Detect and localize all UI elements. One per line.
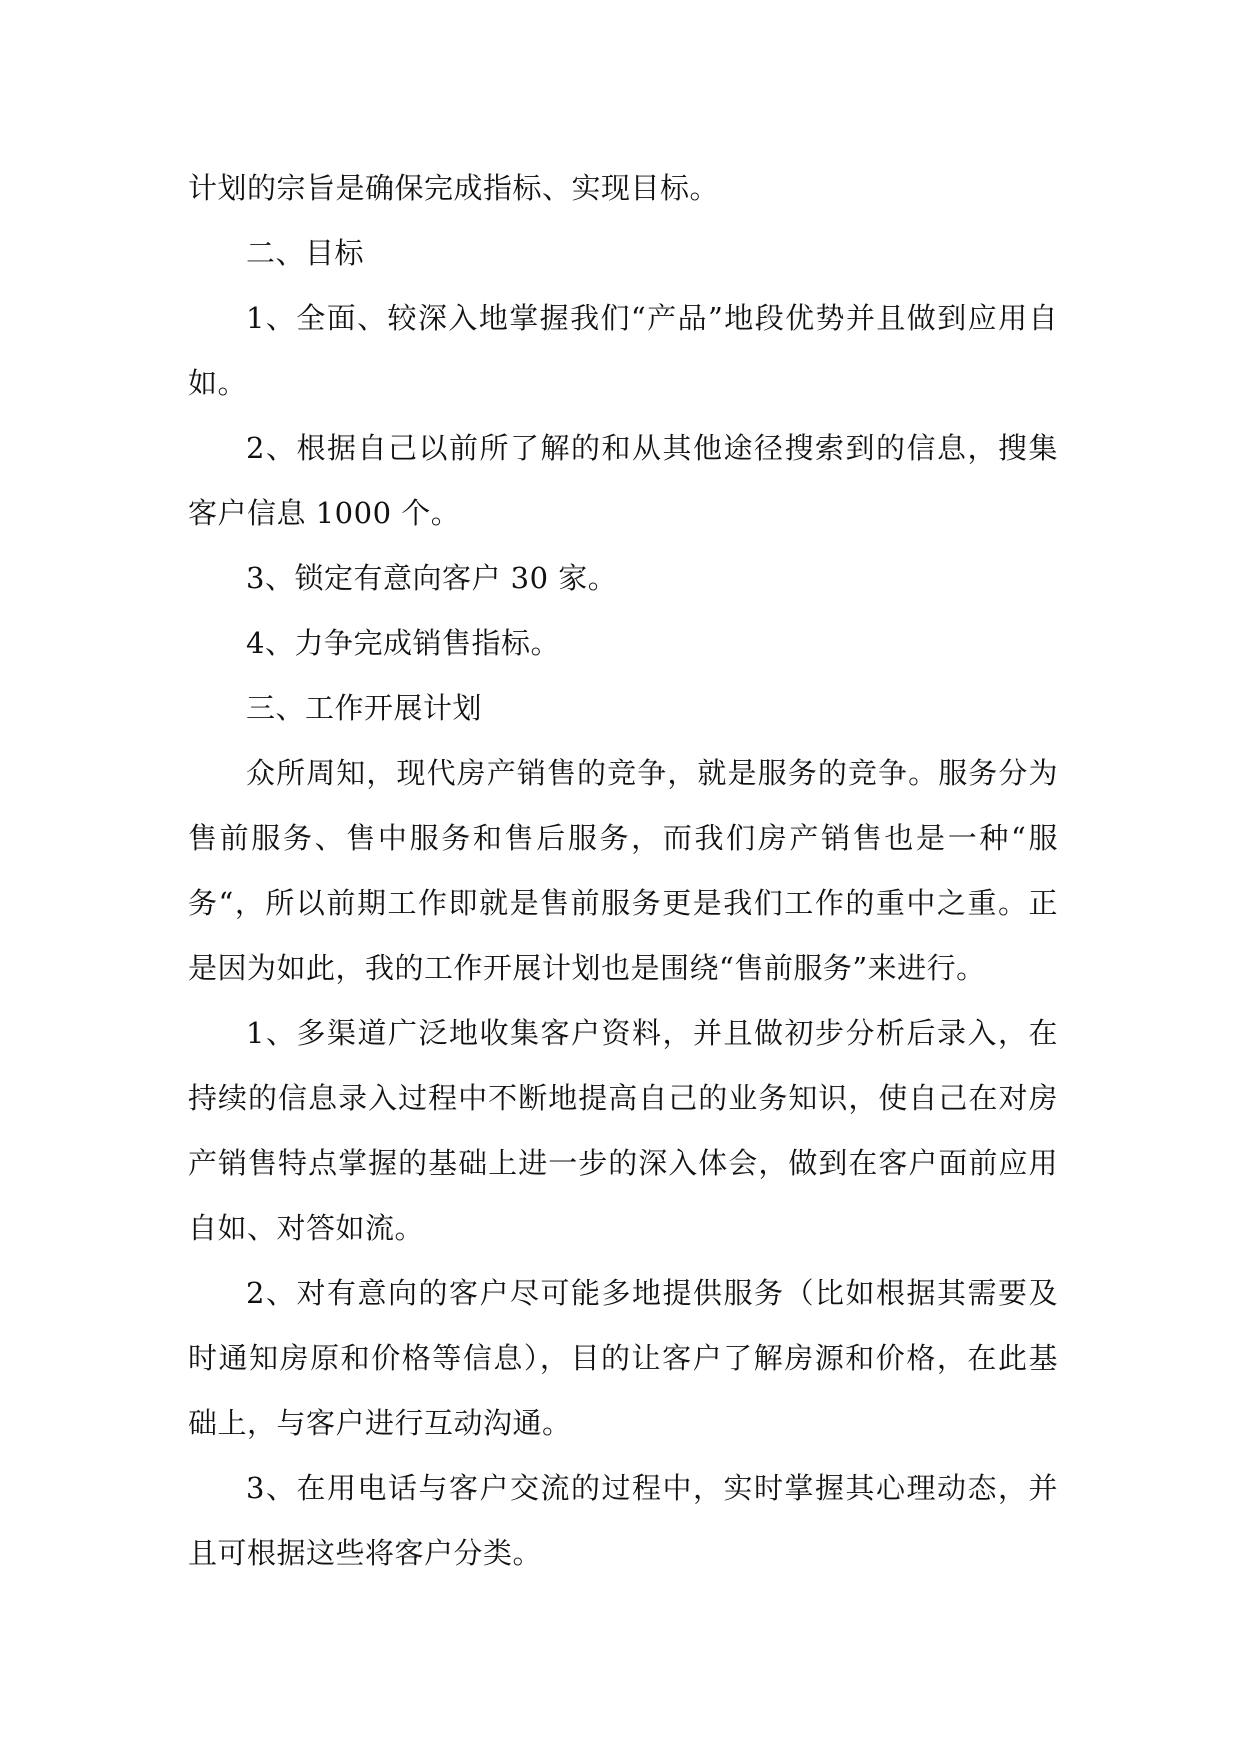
section-heading: 三、工作开展计划: [246, 691, 483, 725]
paragraph: 1、多渠道广泛地收集客户资料，并且做初步分析后录入，在持续的信息录入过程中不断地提高自己的业务知识，使自己在对房产销售特点掌握的基础上进一步的深入体会，做到在客户面前应用自如、对答如流。: [188, 1016, 1058, 1245]
paragraph: 1、全面、较深入地掌握我们“产品”地段优势并且做到应用自如。: [188, 301, 1058, 400]
paragraph: 计划的宗旨是确保完成指标、实现目标。: [188, 171, 720, 205]
paragraph: 2、对有意向的客户尽可能多地提供服务（比如根据其需要及时通知房原和价格等信息），目的让客户了解房源和价格，在此基础上，与客户进行互动沟通。: [188, 1276, 1058, 1440]
paragraph: 4、力争完成销售指标。: [246, 626, 560, 660]
paragraph: 2、根据自己以前所了解的和从其他途径搜索到的信息，搜集客户信息 1000 个。: [188, 431, 1058, 530]
paragraph: 3、锁定有意向客户 30 家。: [246, 561, 618, 595]
section-heading: 二、目标: [246, 236, 365, 270]
paragraph: 3、在用电话与客户交流的过程中，实时掌握其心理动态，并且可根据这些将客户分类。: [188, 1471, 1058, 1570]
paragraph: 众所周知，现代房产销售的竞争，就是服务的竞争。服务分为售前服务、售中服务和售后服务，而我们房产销售也是一种“服务“，所以前期工作即就是售前服务更是我们工作的重中之重。正是因为如此，我的工作开展计划也是围绕“售前服务”来进行。: [188, 756, 1058, 985]
document-body: [188, 156, 1058, 1586]
